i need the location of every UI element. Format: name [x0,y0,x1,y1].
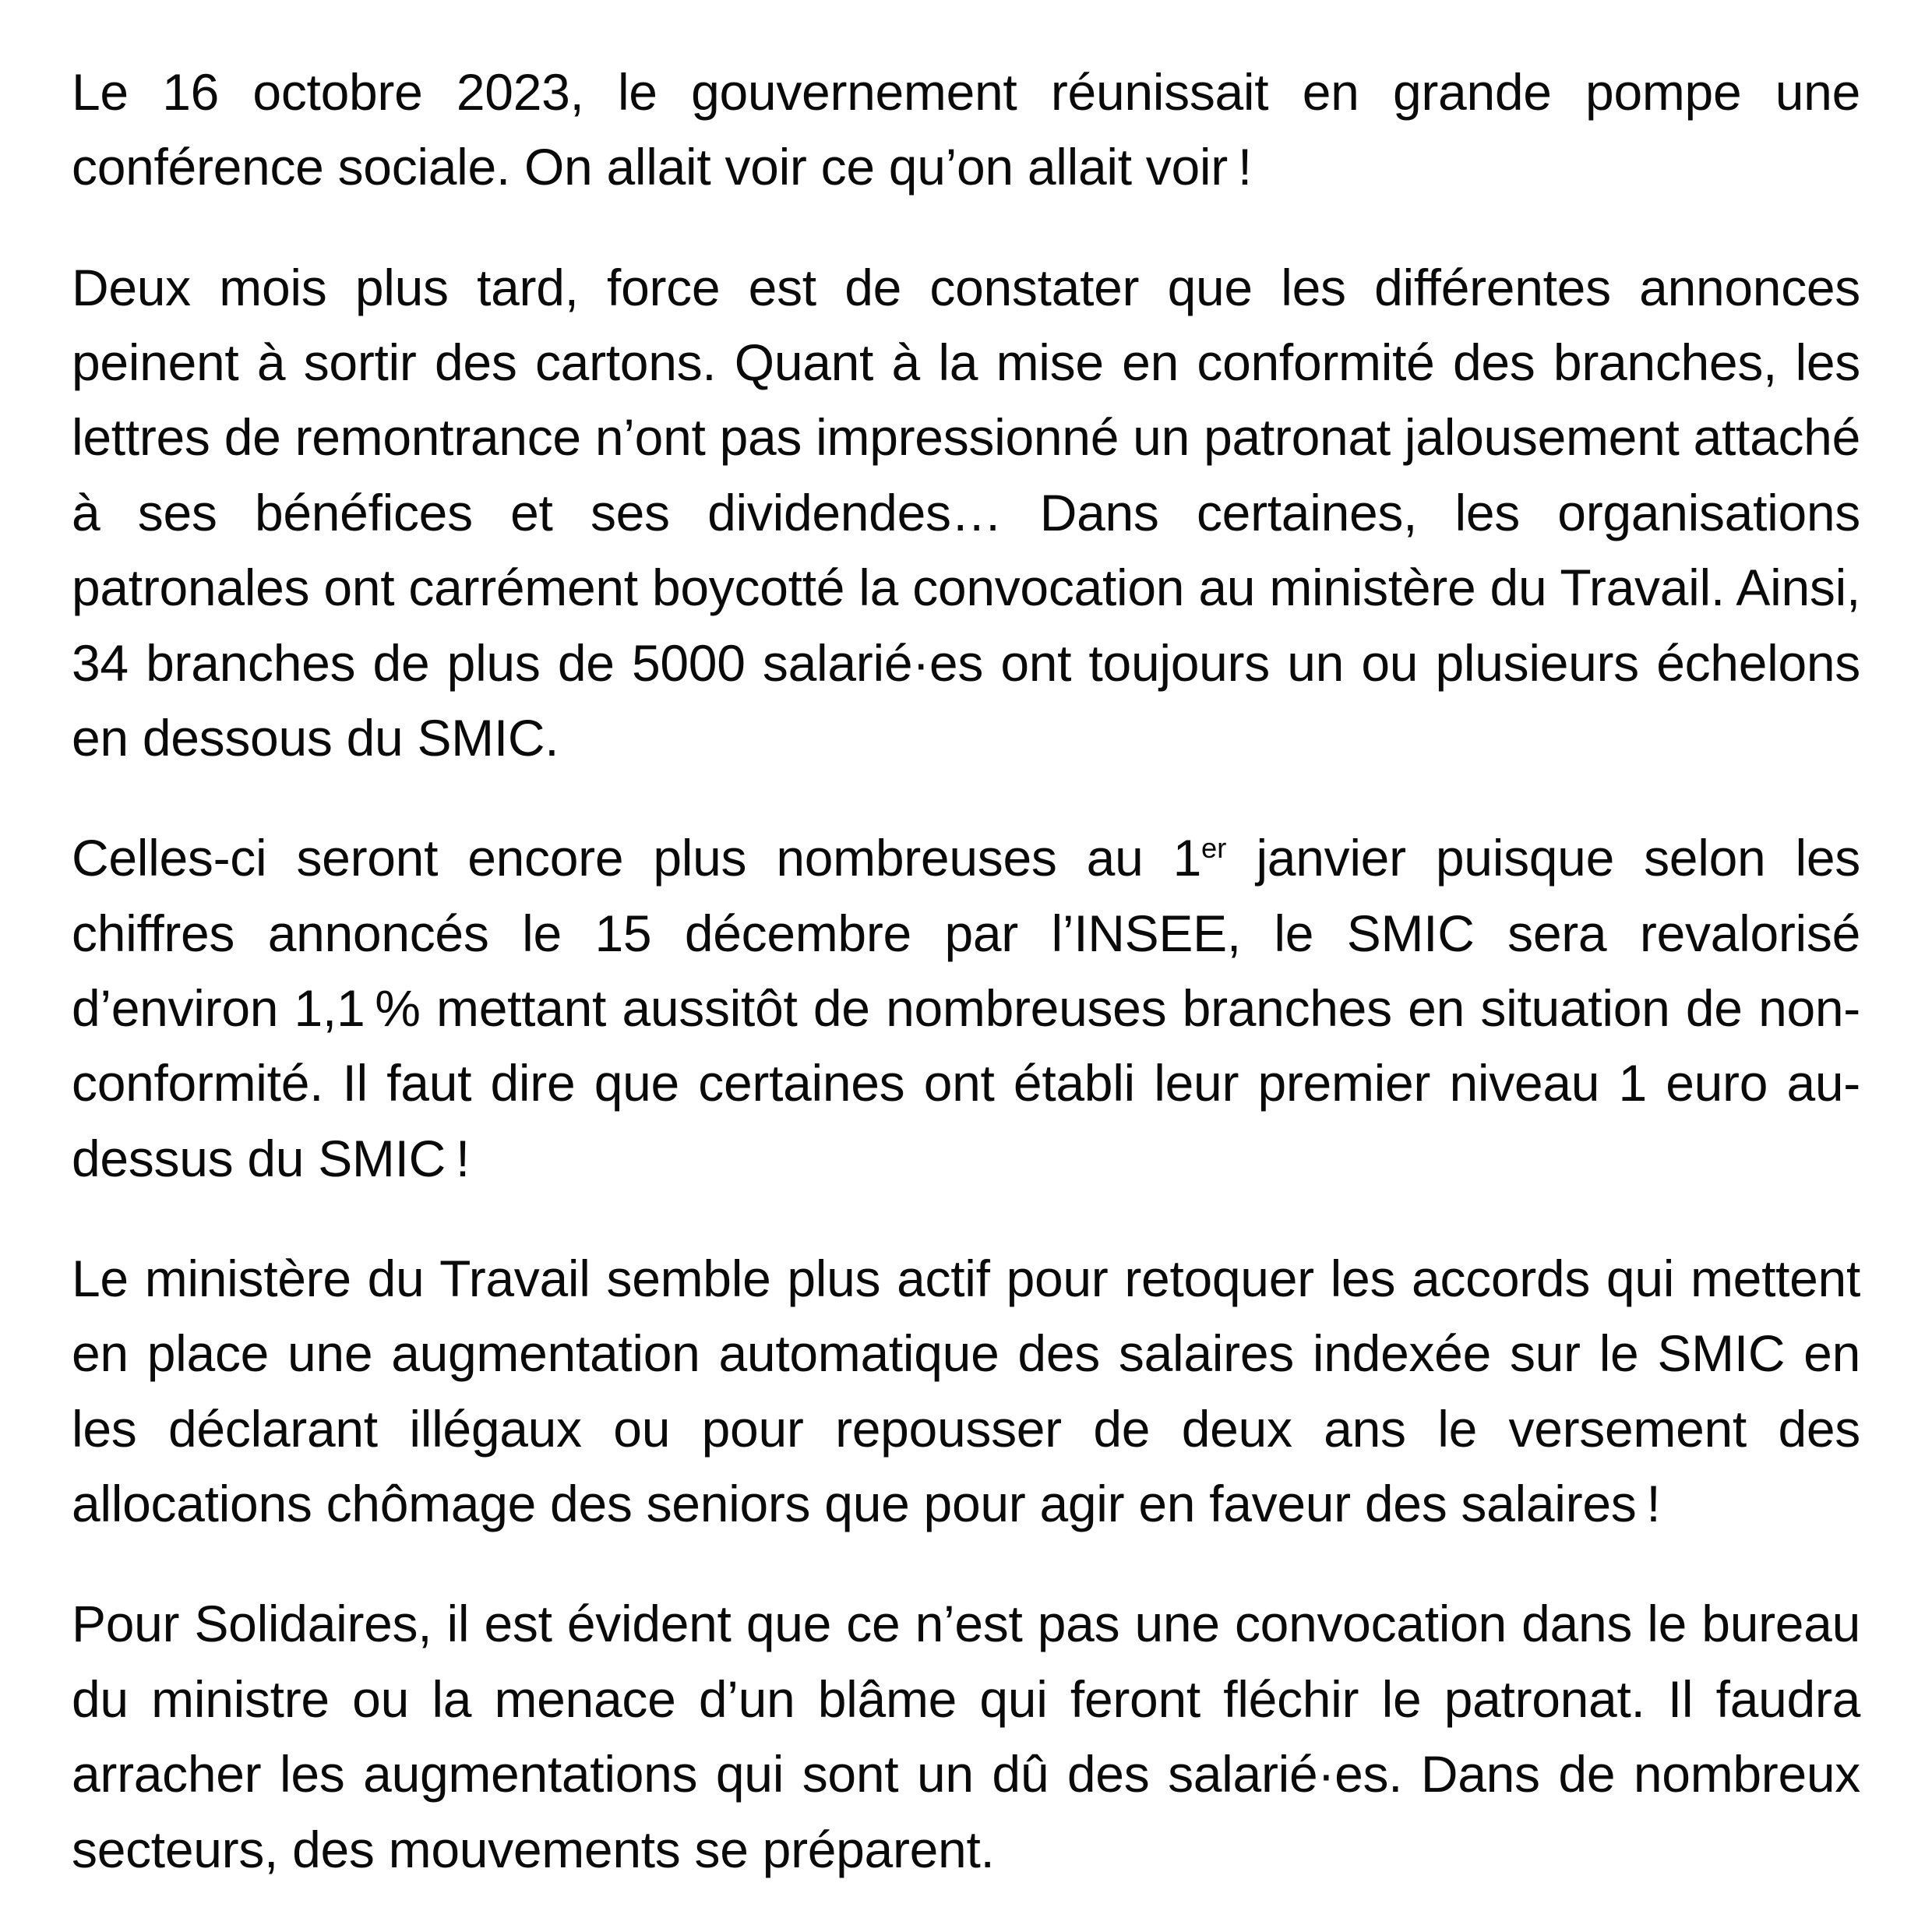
paragraph-5 [72,1586,1860,1886]
paragraph-3-text-start: Celles-ci seront encore plus nombreuses au 1 [72,829,1202,887]
paragraph-5-text: Pour Solidaires, il est évident que ce n’est pas une convocation dans le bureau du ministre ou la menace d’un blâme qui feront fléchir le patronat. Il faudra arracher les augmentations qui sont un dû des salarié·es. Dans de nombreux secteurs, des mouvements se préparent. [72,1595,1860,1878]
paragraph-2 [72,250,1860,776]
paragraph-1-text: Le 16 octobre 2023, le gouvernement réunissait en grande pompe une conférence sociale. On allait voir ce qu’on allait voir ! [72,63,1860,196]
paragraph-3 [72,820,1860,1196]
paragraph-3-text-end: janvier puisque selon les chiffres annoncés le 15 décembre par l’INSEE, le SMIC sera revalorisé d’environ 1,1 % mettant aussitôt de nombreuses branches en situation de non-conformité. Il faut dire que certaines ont établi leur premier niveau 1 euro au-dessus du SMIC ! [72,829,1860,1187]
paragraph-4-text: Le ministère du Travail semble plus actif pour retoquer les accords qui mettent en place une augmentation automatique des salaires indexée sur le SMIC en les déclarant illégaux ou pour repousser de deux ans le versement des allocations chômage des seniors que pour agir en faveur des salaires ! [72,1250,1860,1533]
paragraph-2-text: Deux mois plus tard, force est de constater que les différentes annonces peinent à sortir des cartons. Quant à la mise en conformité des branches, les lettres de remontrance n’ont pas impressionné un patronat jalousement attaché à ses bénéfices et ses dividendes… Dans certaines, les organisations patronales ont carrément boycotté la convocation au ministère du Travail. Ainsi, 34 branches de plus de 5000 salarié·es ont toujours un ou plusieurs échelons en dessous du SMIC. [72,258,1860,767]
ordinal-superscript: er [1201,832,1227,865]
paragraph-1 [72,55,1860,205]
article-body [72,55,1860,1887]
paragraph-4 [72,1241,1860,1541]
